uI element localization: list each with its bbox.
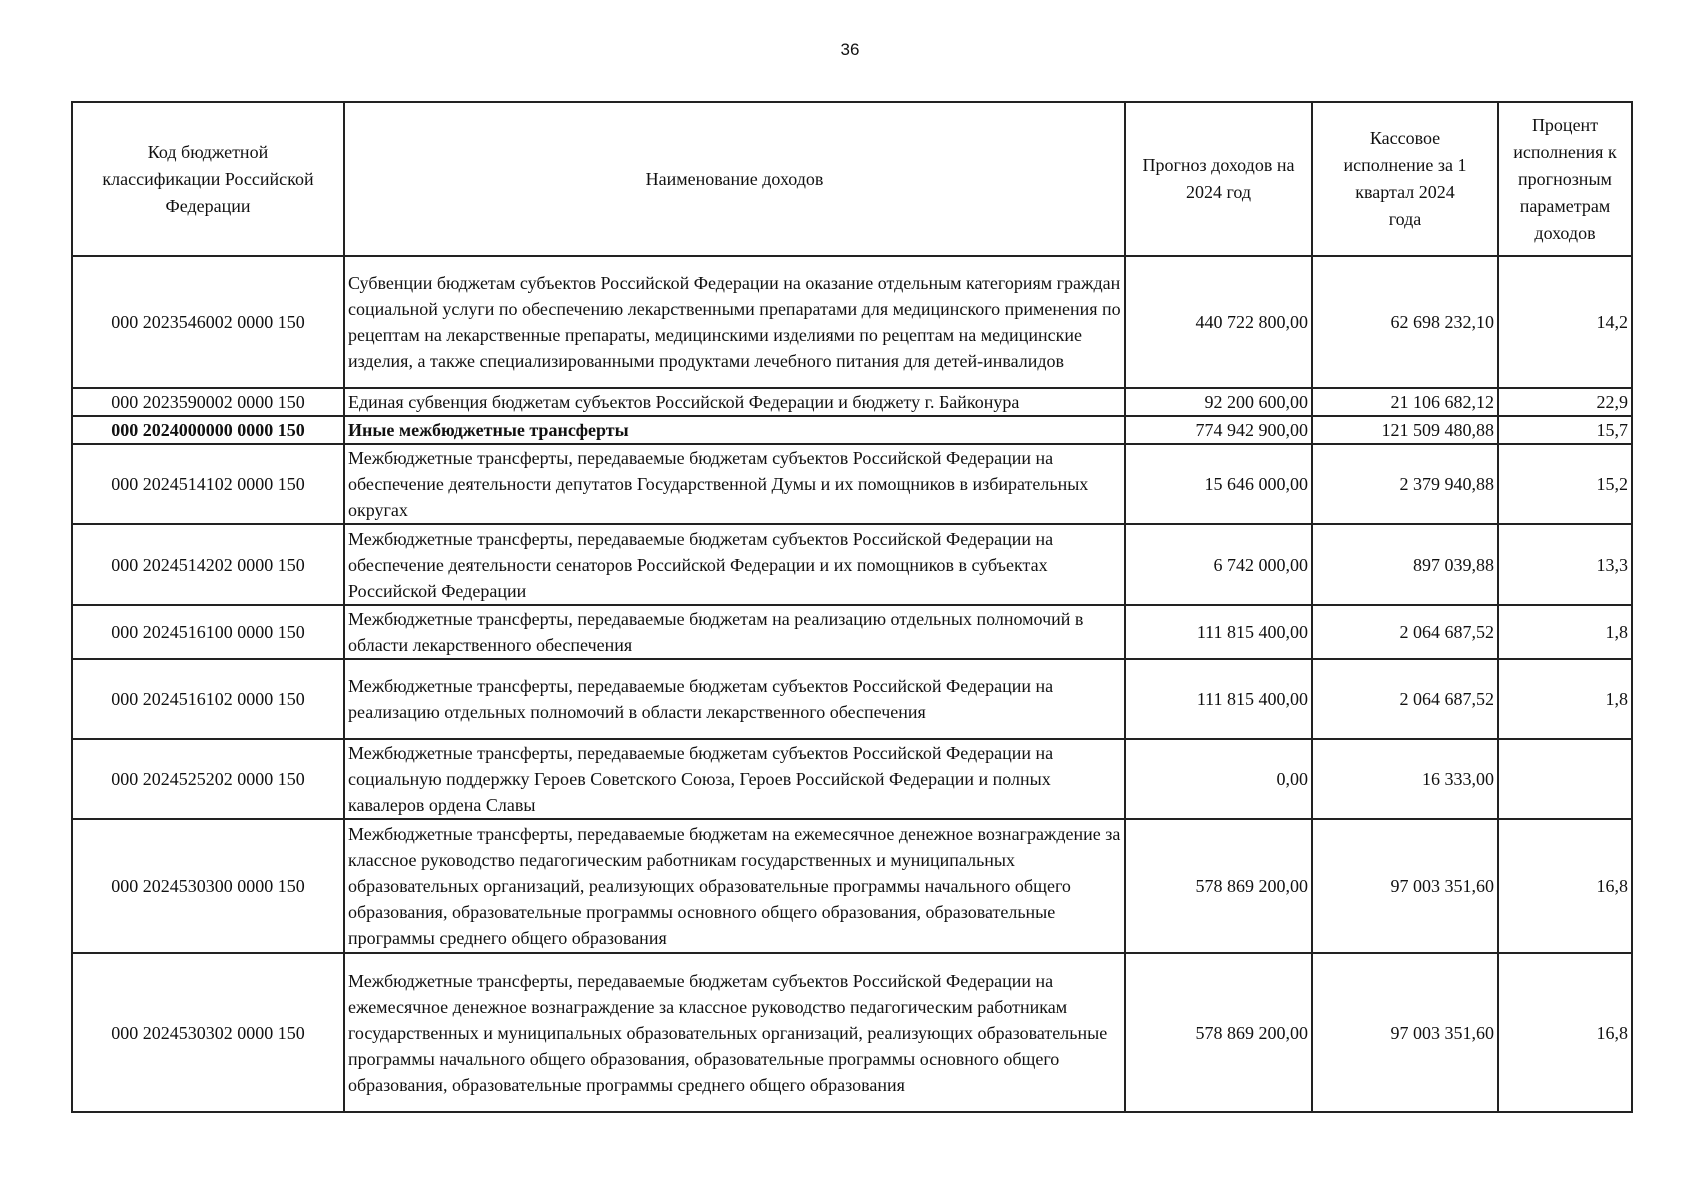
row-cash: 62 698 232,10: [1312, 256, 1498, 388]
row-forecast: 111 815 400,00: [1125, 659, 1312, 739]
row-forecast: 440 722 800,00: [1125, 256, 1312, 388]
row-name: Иные межбюджетные трансферты: [344, 416, 1125, 444]
table-row: [72, 256, 1632, 388]
row-code: 000 2023590002 0000 150: [72, 388, 344, 416]
table-row: [72, 659, 1632, 739]
table-row: [72, 388, 1632, 416]
row-code: 000 2024514102 0000 150: [72, 444, 344, 524]
row-code: 000 2024516102 0000 150: [72, 659, 344, 739]
row-name: Межбюджетные трансферты, передаваемые бюджетам на ежемесячное денежное вознаграждение за классное руководство педагогическим работникам государственных и муниципальных образовательных организаций, реализующих образовательные программы начального общего образования, образовательные программы основного общего образования, образовательные программы среднего общего образования: [344, 819, 1125, 953]
row-percent: 15,7: [1498, 416, 1632, 444]
row-forecast: 578 869 200,00: [1125, 953, 1312, 1112]
row-percent: 16,8: [1498, 953, 1632, 1112]
row-percent: [1498, 739, 1632, 819]
row-cash: 897 039,88: [1312, 524, 1498, 605]
row-percent: 15,2: [1498, 444, 1632, 524]
row-forecast: 92 200 600,00: [1125, 388, 1312, 416]
row-code: 000 2024525202 0000 150: [72, 739, 344, 819]
row-forecast: 774 942 900,00: [1125, 416, 1312, 444]
page-number: 36: [840, 40, 860, 59]
row-code: 000 2024514202 0000 150: [72, 524, 344, 605]
table-row: [72, 819, 1632, 953]
row-percent: 1,8: [1498, 659, 1632, 739]
row-forecast: 0,00: [1125, 739, 1312, 819]
table-row: [72, 605, 1632, 659]
row-code: 000 2023546002 0000 150: [72, 256, 344, 388]
row-percent: 16,8: [1498, 819, 1632, 953]
row-code: 000 2024516100 0000 150: [72, 605, 344, 659]
row-name: Межбюджетные трансферты, передаваемые бюджетам субъектов Российской Федерации на социальную поддержку Героев Советского Союза, Героев Российской Федерации и полных кавалеров ордена Славы: [344, 739, 1125, 819]
row-forecast: 578 869 200,00: [1125, 819, 1312, 953]
revenue-table: [71, 101, 1633, 1113]
row-cash: 2 064 687,52: [1312, 605, 1498, 659]
row-percent: 1,8: [1498, 605, 1632, 659]
row-name: Межбюджетные трансферты, передаваемые бюджетам субъектов Российской Федерации на реализацию отдельных полномочий в области лекарственного обеспечения: [344, 659, 1125, 739]
row-code: 000 2024530300 0000 150: [72, 819, 344, 953]
row-name: Межбюджетные трансферты, передаваемые бюджетам субъектов Российской Федерации на обеспечение деятельности депутатов Государственной Думы и их помощников в избирательных округах: [344, 444, 1125, 524]
row-name: Межбюджетные трансферты, передаваемые бюджетам субъектов Российской Федерации на обеспечение деятельности сенаторов Российской Федерации и их помощников в субъектах Российской Федерации: [344, 524, 1125, 605]
row-forecast: 15 646 000,00: [1125, 444, 1312, 524]
row-name: Субвенции бюджетам субъектов Российской Федерации на оказание отдельным категориям граждан социальной услуги по обеспечению лекарственными препаратами для медицинского применения по рецептам на лекарственные препараты, медицинскими изделиями по рецептам на медицинские изделия, а также специализированными продуктами лечебного питания для детей-инвалидов: [344, 256, 1125, 388]
row-cash: 21 106 682,12: [1312, 388, 1498, 416]
table-row: [72, 444, 1632, 524]
row-cash: 2 379 940,88: [1312, 444, 1498, 524]
header-forecast: Прогноз доходов на 2024 год: [1125, 102, 1312, 256]
row-name: Единая субвенция бюджетам субъектов Российской Федерации и бюджету г. Байконура: [344, 388, 1125, 416]
header-cash: Кассовое исполнение за 1 квартал 2024 года: [1312, 102, 1498, 256]
row-code: 000 2024530302 0000 150: [72, 953, 344, 1112]
table-row: [72, 953, 1632, 1112]
row-percent: 13,3: [1498, 524, 1632, 605]
row-cash: 97 003 351,60: [1312, 819, 1498, 953]
header-code: Код бюджетной классификации Российской Федерации: [72, 102, 344, 256]
header-name: Наименование доходов: [344, 102, 1125, 256]
table-row: [72, 416, 1632, 444]
row-forecast: 111 815 400,00: [1125, 605, 1312, 659]
table-row: [72, 524, 1632, 605]
row-cash: 2 064 687,52: [1312, 659, 1498, 739]
row-name: Межбюджетные трансферты, передаваемые бюджетам субъектов Российской Федерации на ежемесячное денежное вознаграждение за классное руководство педагогическим работникам государственных и муниципальных образовательных организаций, реализующих образовательные программы начального общего образования, образовательные программы основного общего образования, образовательные программы среднего общего образования: [344, 953, 1125, 1112]
table-row: [72, 739, 1632, 819]
row-cash: 121 509 480,88: [1312, 416, 1498, 444]
row-percent: 14,2: [1498, 256, 1632, 388]
row-cash: 97 003 351,60: [1312, 953, 1498, 1112]
row-cash: 16 333,00: [1312, 739, 1498, 819]
table-header-row: [72, 102, 1632, 256]
header-percent: Процент исполнения к прогнозным параметрам доходов: [1498, 102, 1632, 256]
row-code: 000 2024000000 0000 150: [72, 416, 344, 444]
row-name: Межбюджетные трансферты, передаваемые бюджетам на реализацию отдельных полномочий в области лекарственного обеспечения: [344, 605, 1125, 659]
row-forecast: 6 742 000,00: [1125, 524, 1312, 605]
row-percent: 22,9: [1498, 388, 1632, 416]
